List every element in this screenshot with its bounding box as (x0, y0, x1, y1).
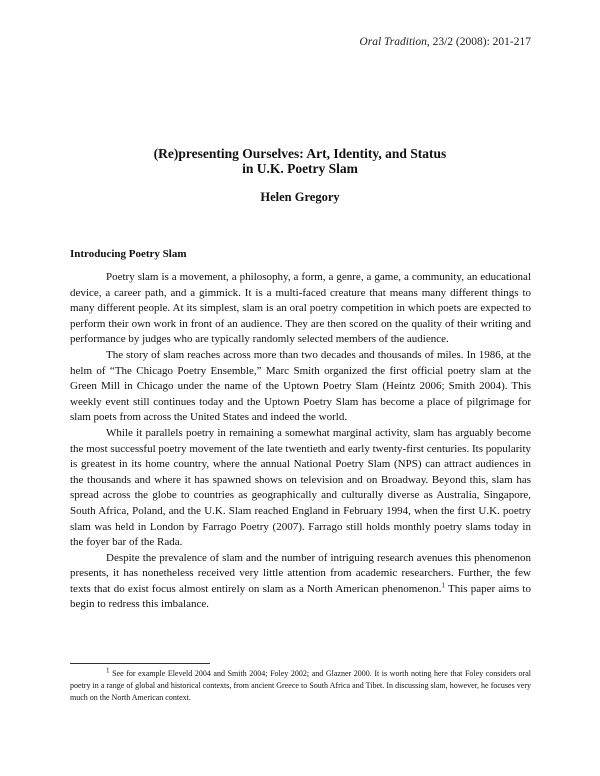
paragraph-text: Despite the prevalence of slam and the number of intriguing research avenues this phenomenon presents, it has nonetheless received very little attention from academic researchers. Further, the few texts that do exist focus almost entirely on slam as a North American phenomenon. (70, 551, 531, 595)
title-line-2: in U.K. Poetry Slam (242, 161, 358, 176)
paragraph: The story of slam reaches across more than two decades and thousands of miles. In 1986, at the helm of “The Chicago Poetry Ensemble,” Marc Smith organized the first official poetry slam at the Green Mill in Chicago under the name of the Uptown Poetry Slam (Heintz 2006; Smith 2004). This weekly event still continues today and the Uptown Poetry Slam has become a place of pilgrimage for slam poets from across the United States and indeed the world. (70, 348, 531, 424)
paragraph: Poetry slam is a movement, a philosophy, a form, a genre, a game, a community, an educational device, a career path, and a gimmick. It is a multi-faced creature that means many different things to many different people. At its simplest, slam is an oral poetry competition in which poets are expected to perform their own work in front of an audience. They are then scored on the quality of their writing and performance by judges who are typically randomly selected members of the audience. (70, 271, 531, 346)
footnote-text: See for example Eleveld 2004 and Smith 2004; Foley 2002; and Glazner 2000. It is worth noting here that Foley considers oral poetry in a range of global and historical contexts, from ancient Greece to South Africa and Tibet. In discussing slam, however, he focuses very much on the North American context. (70, 669, 531, 702)
author-name: Helen Gregory (260, 190, 340, 204)
footnote-marker: 1 (106, 666, 110, 675)
footnote (70, 668, 531, 704)
article-title (0, 146, 600, 176)
journal-name: Oral Tradition (359, 36, 427, 48)
footnote-reference[interactable]: 1 (441, 581, 445, 590)
title-line-1: (Re)presenting Ourselves: Art, Identity, and Status (153, 146, 447, 161)
paragraph: While it parallels poetry in remaining a somewhat marginal activity, slam has arguably become the most successful poetry movement of the late twentieth and early twenty-first centuries. Its popularity is greatest in its home country, where the annual National Poetry Slam (NPS) can attract audiences in the thousands and where it has spawned shows on television and on Broadway. Beyond this, slam has spread across the globe to countries as geographically and culturally diverse as Australia, Singapore, South Africa, Poland, and the U.K. Slam reached England in February 1994, when the first U.K. poetry slam was held in London by Farrago Poetry (2007). Farrago still holds monthly poetry slams today in the foyer bar of the Rada. (70, 426, 531, 549)
paragraph-tail: This paper aims to begin to redress this imbalance. (70, 582, 531, 611)
section-heading: Introducing Poetry Slam (70, 248, 187, 260)
paragraph (70, 551, 531, 613)
journal-citation: , 23/2 (2008): 201-217 (426, 36, 531, 48)
running-head (359, 36, 531, 48)
body-text (70, 270, 531, 613)
footnote-divider (70, 663, 210, 664)
